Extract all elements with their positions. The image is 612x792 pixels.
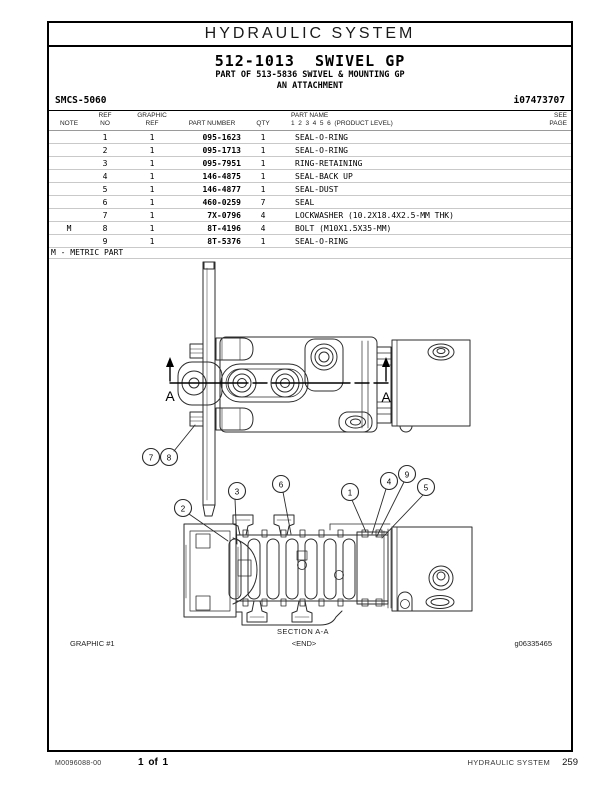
page-count: 1 of 1 <box>138 757 169 768</box>
svg-text:6: 6 <box>278 480 284 490</box>
cell-graphic-ref: 1 <box>149 145 155 155</box>
cell-ref-no: 6 <box>102 197 108 207</box>
mounting-block-section <box>392 527 472 611</box>
cell-part-name: SEAL-BACK UP <box>295 171 353 181</box>
bottom-fitting-2 <box>292 601 312 622</box>
bottom-fitting-1 <box>247 601 267 622</box>
part-group-title: 512-1013 SWIVEL GP <box>214 52 406 70</box>
spool-end-section <box>357 532 388 604</box>
section-view-drawing <box>175 466 473 626</box>
cell-part-number: 8T-5376 <box>207 236 241 246</box>
attachment-subtitle: AN ATTACHMENT <box>276 80 344 91</box>
cell-note <box>49 183 89 196</box>
graphic-label: GRAPHIC #1 <box>70 639 115 648</box>
smcs-code: SMCS-5060 <box>55 95 107 106</box>
parts-table <box>49 111 571 248</box>
cell-part-name: LOCKWASHER (10.2X18.4X2.5-MM THK) <box>295 210 454 220</box>
cell-note <box>49 144 89 157</box>
cell-part-name: SEAL-O-RING <box>295 132 348 142</box>
table-row <box>49 222 571 235</box>
svg-text:3: 3 <box>234 487 240 497</box>
table-row <box>49 157 571 170</box>
spool-rib <box>324 539 336 599</box>
cell-see-page <box>519 235 571 248</box>
cell-part-name: SEAL-O-RING <box>295 145 348 155</box>
cell-qty: 1 <box>260 158 266 168</box>
cell-qty: 1 <box>260 171 266 181</box>
cell-see-page <box>519 131 571 144</box>
mount-boss-lower <box>216 408 253 430</box>
table-row <box>49 235 571 248</box>
cell-note <box>49 235 89 248</box>
callout-6 <box>273 476 290 493</box>
cell-graphic-ref: 1 <box>149 184 155 194</box>
spool-rib <box>229 539 241 599</box>
cell-part-number: 146-4875 <box>202 171 241 181</box>
cell-part-name: RING-RETAINING <box>295 158 363 168</box>
bolt-head-upper <box>190 344 203 358</box>
media-number: M0096088-00 <box>55 760 102 767</box>
cell-graphic-ref: 1 <box>149 236 155 246</box>
seal-glands-top <box>243 530 382 537</box>
cell-see-page <box>519 157 571 170</box>
cell-part-number: 095-7951 <box>202 158 241 168</box>
table-row <box>49 196 571 209</box>
svg-text:4: 4 <box>386 477 392 487</box>
part-heading-block <box>49 47 571 91</box>
section-arrow-right <box>382 357 390 367</box>
cell-qty: 1 <box>260 236 266 246</box>
block-port-top <box>428 344 454 360</box>
callout-3 <box>229 483 246 500</box>
svg-text:7: 7 <box>148 453 154 463</box>
cell-ref-no: 4 <box>102 171 108 181</box>
cell-ref-no: 7 <box>102 210 108 220</box>
cell-see-page <box>519 196 571 209</box>
cell-part-name: BOLT (M10X1.5X35-MM) <box>295 223 392 233</box>
bottom-fitting <box>339 412 372 432</box>
part-of-subtitle: PART OF 513-5836 SWIVEL & MOUNTING GP <box>215 70 405 80</box>
seal-glands-bottom <box>243 599 382 606</box>
bolt-head-lower <box>190 412 203 426</box>
page-border <box>47 21 573 752</box>
cell-part-name: SEAL-O-RING <box>295 236 348 246</box>
table-row <box>49 170 571 183</box>
ribbed-neck <box>377 347 391 423</box>
graphic-id: g06335465 <box>514 639 552 648</box>
cell-ref-no: 5 <box>102 184 108 194</box>
spool-rib <box>267 539 279 599</box>
cell-see-page <box>519 170 571 183</box>
seal-carrier <box>233 538 257 604</box>
cell-part-name: SEAL <box>295 197 315 207</box>
callout-4 <box>381 473 398 490</box>
cell-qty: 7 <box>260 197 266 207</box>
section-caption: SECTION A-A <box>277 627 329 636</box>
swivel-diagram <box>49 259 571 679</box>
mounting-plate-bottom <box>203 505 215 516</box>
cell-ref-no: 2 <box>102 145 108 155</box>
svg-text:9: 9 <box>404 470 410 480</box>
callout-5 <box>418 479 435 496</box>
cell-ref-no: 8 <box>102 223 108 233</box>
callout-8 <box>161 449 178 466</box>
mounting-block-side <box>392 340 470 426</box>
footer-section-name: HYDRAULIC SYSTEM <box>467 758 551 767</box>
parts-table-header <box>49 111 571 131</box>
system-header <box>49 23 571 47</box>
cell-part-number: 8T-4196 <box>207 223 241 233</box>
cell-part-number: 095-1623 <box>202 132 241 142</box>
doc-id: i07473707 <box>513 95 565 106</box>
cell-part-number: 146-4877 <box>202 184 241 194</box>
footer-right <box>467 757 578 768</box>
col-header-qty: QTY <box>256 120 270 127</box>
cell-ref-no: 1 <box>102 132 108 142</box>
svg-text:8: 8 <box>166 453 172 463</box>
cell-graphic-ref: 1 <box>149 158 155 168</box>
cell-graphic-ref: 1 <box>149 210 155 220</box>
col-header-graphic-ref: GRAPHIC REF <box>137 112 167 127</box>
callout-9 <box>399 466 416 483</box>
svg-text:1: 1 <box>347 488 353 498</box>
cell-graphic-ref: 1 <box>149 171 155 181</box>
spool-rib <box>248 539 260 599</box>
svg-text:2: 2 <box>180 504 186 514</box>
side-view-drawing <box>143 262 471 516</box>
cell-note <box>49 209 89 222</box>
section-marker-left: A <box>165 388 175 404</box>
cell-qty: 1 <box>260 132 266 142</box>
callout-7 <box>143 449 160 466</box>
mount-boss-upper <box>216 338 253 360</box>
housing-bottom-outline <box>236 611 342 625</box>
cell-graphic-ref: 1 <box>149 197 155 207</box>
cell-note <box>49 131 89 144</box>
table-row <box>49 209 571 222</box>
table-row <box>49 131 571 144</box>
cell-note <box>49 196 89 209</box>
col-header-see-page: SEE PAGE <box>549 112 567 127</box>
cell-ref-no: 3 <box>102 158 108 168</box>
cell-note: M <box>66 223 72 233</box>
spool-rib <box>305 539 317 599</box>
col-header-part-name: PART NAME 1 2 3 4 5 6 (PRODUCT LEVEL) <box>291 112 393 127</box>
spool-rib <box>343 539 355 599</box>
footer-page-number: 259 <box>562 757 578 768</box>
cell-see-page <box>519 183 571 196</box>
cell-see-page <box>519 144 571 157</box>
cell-part-number: 7X-0796 <box>207 210 241 220</box>
cell-qty: 1 <box>260 184 266 194</box>
cell-see-page <box>519 209 571 222</box>
table-row <box>49 183 571 196</box>
section-arrow-left <box>166 357 174 367</box>
cell-part-number: 460-0259 <box>202 197 241 207</box>
cell-qty: 4 <box>260 210 266 220</box>
block-port-oval <box>426 596 454 609</box>
col-header-ref-no: REF NO <box>98 112 112 127</box>
callout-1 <box>342 484 359 501</box>
metric-footnote: M - METRIC PART <box>49 247 571 259</box>
smcs-row <box>55 95 565 110</box>
cell-graphic-ref: 1 <box>149 223 155 233</box>
spool-rib <box>286 539 298 599</box>
cell-qty: 1 <box>260 145 266 155</box>
cell-note <box>49 170 89 183</box>
svg-text:5: 5 <box>423 483 429 493</box>
block-bump <box>400 426 412 432</box>
section-marker-right: A <box>381 389 391 405</box>
leader-line <box>174 425 195 451</box>
cell-note <box>49 157 89 170</box>
cell-see-page <box>519 222 571 235</box>
cell-part-name: SEAL-DUST <box>295 184 339 194</box>
callout-2 <box>175 500 192 517</box>
cell-qty: 4 <box>260 223 266 233</box>
table-row <box>49 144 571 157</box>
parts-table-body <box>49 131 571 248</box>
cell-ref-no: 9 <box>102 236 108 246</box>
system-header-title: HYDRAULIC SYSTEM <box>204 25 416 42</box>
cell-part-number: 095-1713 <box>202 145 241 155</box>
cell-graphic-ref: 1 <box>149 132 155 142</box>
col-header-note: NOTE <box>59 120 79 127</box>
end-caption: <END> <box>291 639 317 648</box>
col-header-part-number: PART NUMBER <box>188 120 236 127</box>
